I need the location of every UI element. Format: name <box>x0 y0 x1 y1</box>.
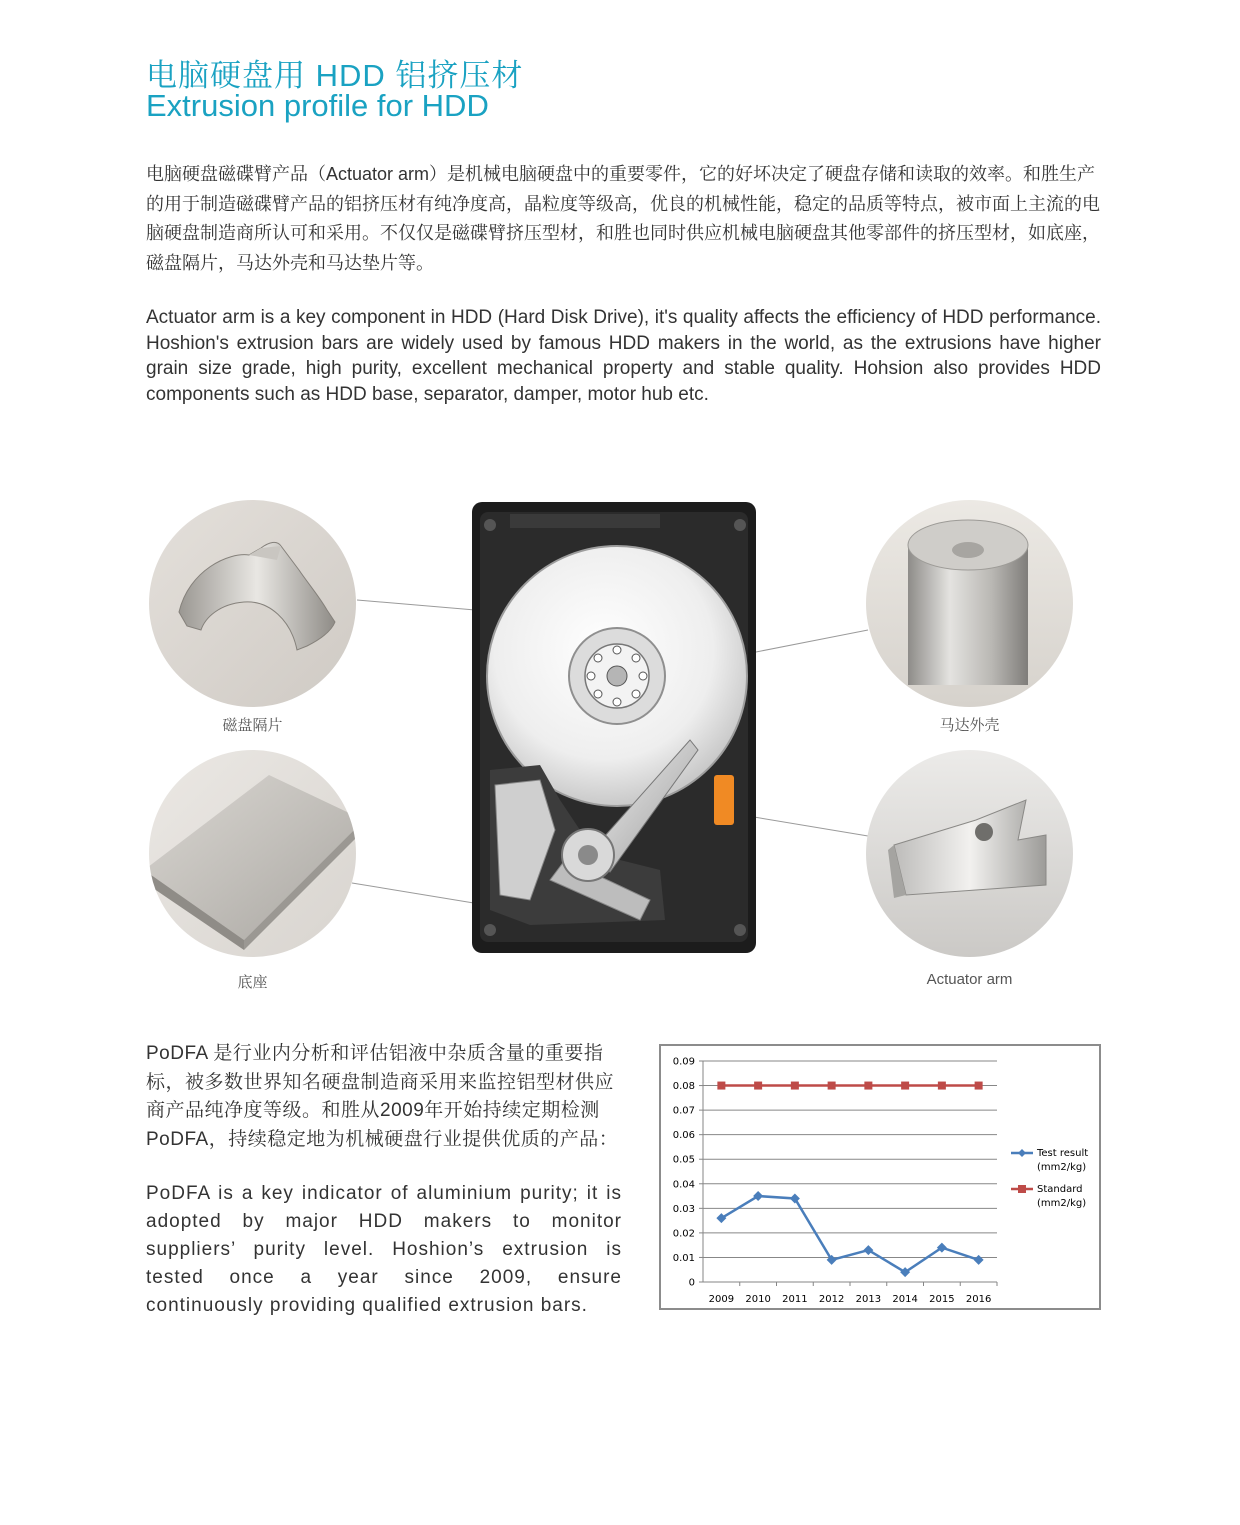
x-tick-label: 2011 <box>782 1294 808 1305</box>
x-tick-label: 2013 <box>855 1294 882 1305</box>
intro-paragraph-chinese: 电脑硬盘磁碟臂产品（Actuator arm）是机械电脑硬盘中的重要零件，它的好坏决定了硬盘存储和读取的效率。和胜生产的用于制造磁碟臂产品的铝挤压材有纯净度高，晶粒度等级高，优良的机械性能，稳定的品质等特点，被市面上主流的电脑硬盘制造商所认可和采用。不仅仅是磁碟臂挤压型材，和胜也同时供应机械电脑硬盘其他零部件的挤压型材，如底座，磁盘隔片，马达外壳和马达垫片等。 <box>146 164 1100 273</box>
legend-unit: (mm2/kg) <box>1037 1198 1087 1209</box>
data-point <box>974 1255 984 1265</box>
podfa-paragraph-english: PoDFA is a key indicator of aluminium purity; it is adopted by major HDD makers to monitor suppliers’ purity level. Hoshion’s extrusion is tested once a year since 2009, ensure continuously providing qualified extrusion bars. <box>146 1183 622 1316</box>
y-tick-label: 0.05 <box>672 1154 695 1166</box>
actuator-arm-photo <box>866 750 1073 957</box>
y-tick-label: 0.08 <box>672 1081 695 1093</box>
legend-label: Test result <box>1037 1148 1089 1159</box>
data-point <box>938 1082 946 1090</box>
actuator-arm-caption: Actuator arm <box>926 971 1013 988</box>
data-point <box>975 1082 983 1090</box>
chart-y-ticks <box>673 1057 703 1289</box>
podfa-paragraph-chinese: PoDFA 是行业内分析和评估铝液中杂质含量的重要指标，被多数世界知名硬盘制造商采用来监控铝型材供应商产品纯净度等级。和胜从2009年开始持续定期检测PoDFA，持续稳定地为机械硬盘行业提供优质的产品： <box>146 1043 619 1150</box>
title-chinese: 电脑硬盘用 HDD 铝挤压材 <box>146 58 524 93</box>
separator-caption: 磁盘隔片 <box>222 717 283 734</box>
hdd-illustration <box>470 500 758 955</box>
base-caption: 底座 <box>237 974 268 991</box>
x-tick-label: 2014 <box>892 1294 918 1305</box>
data-point <box>791 1082 799 1090</box>
chart-series <box>716 1082 983 1278</box>
x-tick-label: 2010 <box>745 1294 771 1305</box>
chart-legend <box>1011 1148 1088 1209</box>
y-tick-label: 0.01 <box>672 1252 695 1264</box>
data-point <box>828 1082 836 1090</box>
y-tick-label: 0.04 <box>672 1179 695 1191</box>
x-tick-label: 2012 <box>818 1294 845 1305</box>
data-point <box>717 1082 725 1090</box>
title-english: Extrusion profile for HDD <box>146 88 489 123</box>
legend-swatch-marker <box>1018 1149 1026 1157</box>
legend-swatch-marker <box>1018 1185 1026 1193</box>
y-tick-label: 0.03 <box>672 1203 695 1215</box>
y-tick-label: 0.02 <box>672 1228 695 1240</box>
chart-gridlines <box>703 1061 997 1282</box>
data-point <box>864 1082 872 1090</box>
y-tick-label: 0.07 <box>672 1105 695 1117</box>
chart-x-ticks <box>709 1282 997 1305</box>
legend-unit: (mm2/kg) <box>1037 1162 1087 1173</box>
y-tick-label: 0 <box>688 1277 695 1289</box>
x-tick-label: 2016 <box>965 1294 992 1305</box>
series-line-1 <box>721 1196 978 1272</box>
podfa-chart <box>659 1044 1101 1310</box>
motor-hub-photo <box>866 500 1073 707</box>
y-tick-label: 0.06 <box>672 1130 695 1142</box>
podfa-chart-canvas <box>661 1046 1099 1308</box>
intro-paragraph-english: Actuator arm is a key component in HDD (Hard Disk Drive), it's quality affects the efficiency of HDD performance. Hoshion's extrusion bars are widely used by famous HDD makers in the world, as the extrusions have higher grain size grade, high purity, excellent mechanical property and stable quality. Hohsion also provides HDD components such as HDD base, separator, damper, motor hub etc. <box>146 307 1101 405</box>
y-tick-label: 0.09 <box>672 1056 695 1068</box>
legend-label: Standard <box>1037 1184 1083 1195</box>
x-tick-label: 2015 <box>929 1294 955 1305</box>
separator-photo <box>149 500 356 707</box>
motor-hub-caption: 马达外壳 <box>939 717 1000 734</box>
base-photo <box>149 750 356 957</box>
x-tick-label: 2009 <box>708 1294 735 1305</box>
data-point <box>901 1082 909 1090</box>
data-point <box>754 1082 762 1090</box>
